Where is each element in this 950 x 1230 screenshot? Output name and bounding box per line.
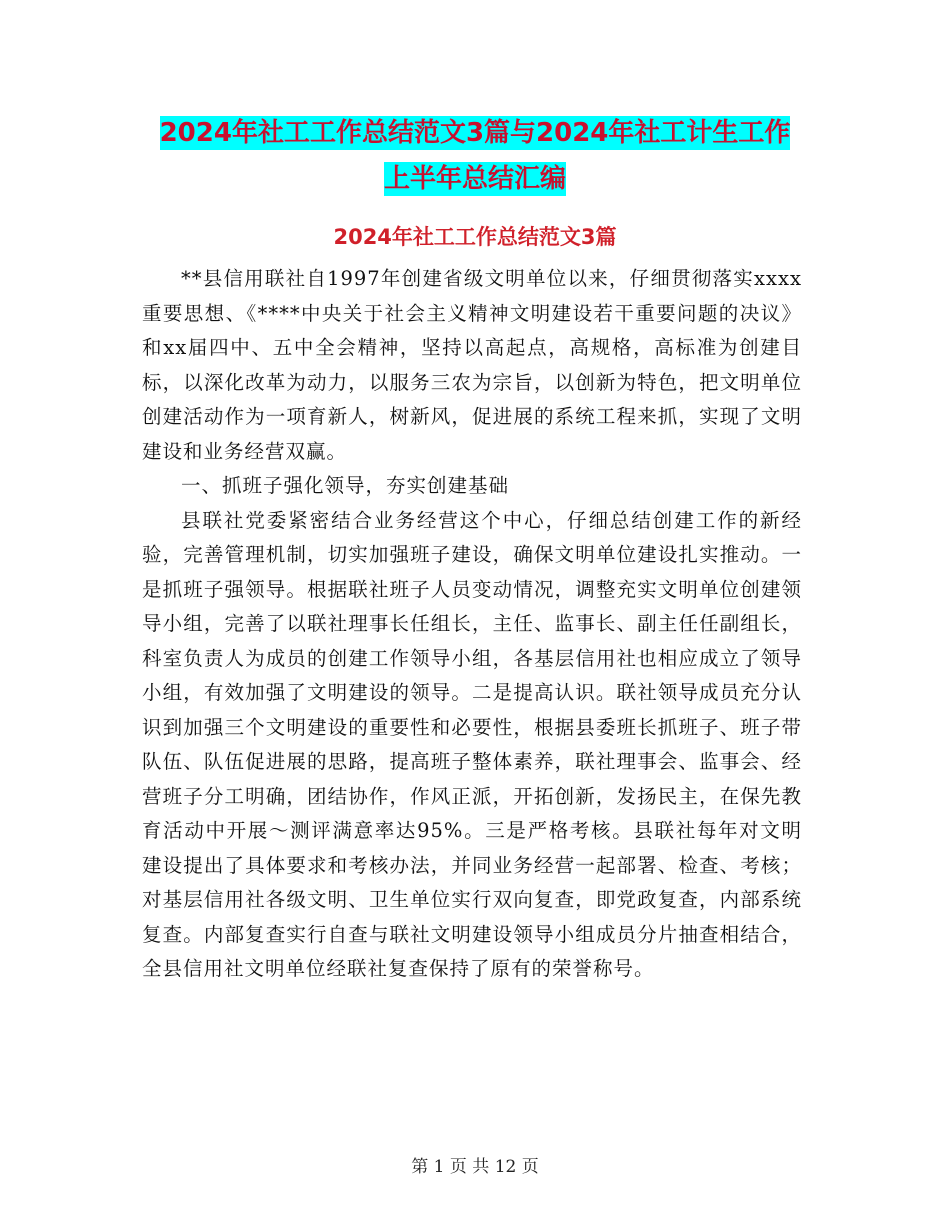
paragraph-leadership: 县联社党委紧密结合业务经营这个中心，仔细总结创建工作的新经验，完善管理机制，切实加强班子建设，确保文明单位建设扎实推动。一是抓班子强领导。根据联社班子人员变动情况，调整充实文明单位创建领导小组，完善了以联社理事长任组长，主任、监事长、副主任任副组长，科室负责人为成员的创建工作领导小组，各基层信用社也相应成立了领导小组，有效加强了文明建设的领导。二是提高认识。联社领导成员充分认识到加强三个文明建设的重要性和必要性，根据县委班长抓班子、班子带队伍、队伍促进展的思路，提高班子整体素养，联社理事会、监事会、经营班子分工明确，团结协作，作风正派，开拓创新，发扬民主，在保先教育活动中开展～测评满意率达95%。三是严格考核。县联社每年对文明建设提出了具体要求和考核办法，并同业务经营一起部署、检查、考核；对基层信用社各级文明、卫生单位实行双向复查，即党政复查，内部系统复查。内部复查实行自查与联社文明建设领导小组成员分片抽查相结合，全县信用社文明单位经联社复查保持了原有的荣誉称号。 [142, 508, 802, 980]
page-number-footer: 第 1 页 共 12 页 [411, 1157, 539, 1177]
section-title: 2024年社工工作总结范文3篇 [333, 225, 617, 249]
paragraph-intro: **县信用联社自1997年创建省级文明单位以来，仔细贯彻落实xxxx重要思想、《****中央关于社会主义精神文明建设若干重要问题的决议》和xx届四中、五中全会精神，坚持以高起点，高规格，高标准为创建目标，以深化改革为动力，以服务三农为宗旨，以创新为特色，把文明单位创建活动作为一项育新人，树新风，促进展的系统工程来抓，实现了文明建设和业务经营双赢。 [142, 267, 802, 463]
title-line-2: 上半年总结汇编 [383, 164, 566, 194]
document-title [0, 110, 950, 202]
section-heading: 一、抓班子强化领导，夯实创建基础 [181, 474, 510, 497]
title-line-1: 2024年社工工作总结范文3篇与2024年社工计生工作 [159, 118, 791, 148]
document-body [142, 262, 802, 987]
